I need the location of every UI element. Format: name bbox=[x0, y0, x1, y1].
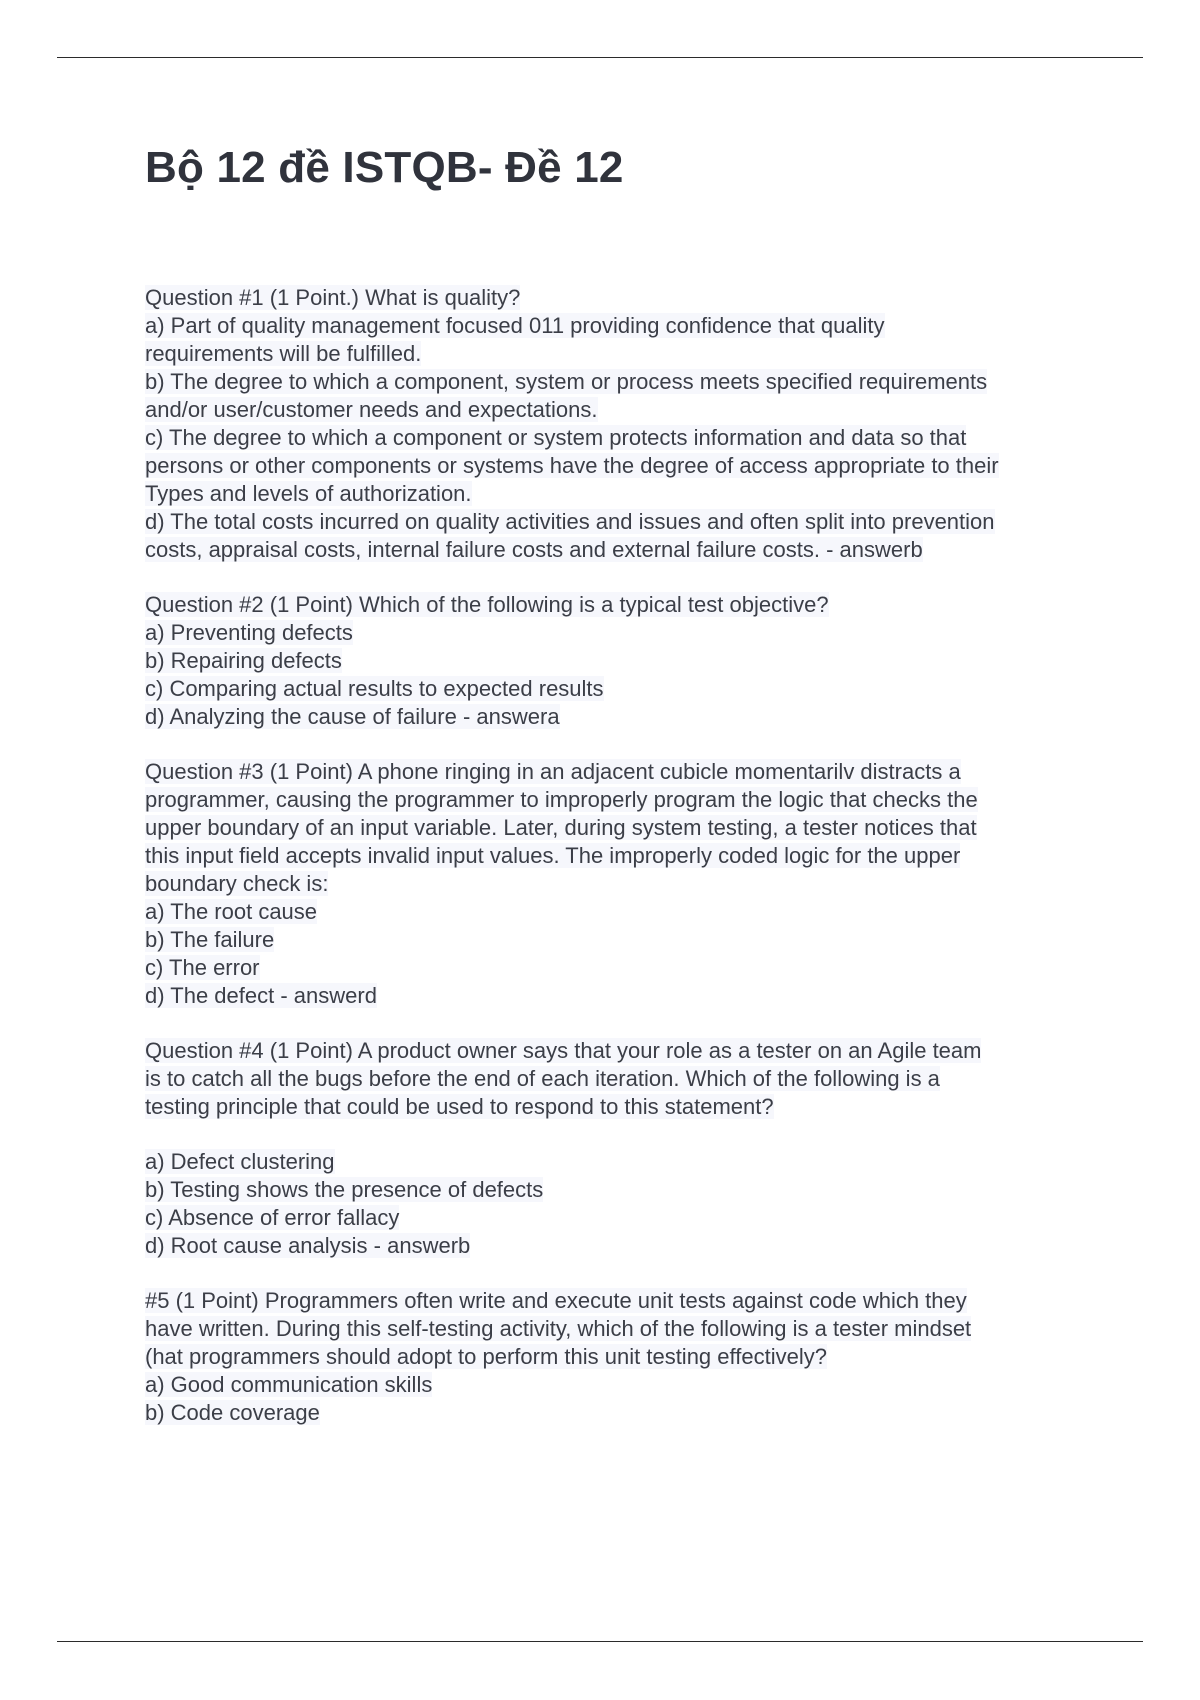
question-2 bbox=[145, 591, 1095, 731]
question-3 bbox=[145, 758, 1095, 1010]
question-5-stem: #5 (1 Point) Programmers often write and execute unit tests against code which they bbox=[145, 1288, 967, 1313]
question-1-option-a-cont: requirements will be fulfilled. bbox=[145, 341, 422, 366]
question-2-option-a: a) Preventing defects bbox=[145, 620, 353, 645]
question-2-option-b: b) Repairing defects bbox=[145, 648, 342, 673]
question-3-option-c: c) The error bbox=[145, 955, 260, 980]
spacer bbox=[145, 1121, 1095, 1148]
question-4-option-a: a) Defect clustering bbox=[145, 1149, 335, 1174]
question-1-option-b-cont: and/or user/customer needs and expectations. bbox=[145, 397, 598, 422]
question-3-stem-cont: programmer, causing the programmer to improperly program the logic that checks the bbox=[145, 787, 978, 812]
question-3-stem: Question #3 (1 Point) A phone ringing in an adjacent cubicle momentarilv distracts a bbox=[145, 759, 961, 784]
question-3-stem-cont-2: upper boundary of an input variable. Later, during system testing, a tester notices that bbox=[145, 815, 977, 840]
question-4 bbox=[145, 1037, 1095, 1121]
document-body bbox=[145, 284, 1095, 1427]
document-title: Bộ 12 đề ISTQB- Đề 12 bbox=[145, 143, 624, 192]
spacer bbox=[145, 1010, 1095, 1037]
question-5-stem-cont: have written. During this self-testing activity, which of the following is a tester mindset bbox=[145, 1316, 972, 1341]
question-3-option-d-answer: d) The defect - answerd bbox=[145, 983, 377, 1008]
question-4-option-d-answer: d) Root cause analysis - answerb bbox=[145, 1233, 471, 1258]
question-5 bbox=[145, 1287, 1095, 1427]
question-4-option-c: c) Absence of error fallacy bbox=[145, 1205, 400, 1230]
bottom-rule bbox=[57, 1641, 1143, 1642]
question-5-stem-cont-2: (hat programmers should adopt to perform this unit testing effectively? bbox=[145, 1344, 827, 1369]
question-2-option-d-answer: d) Analyzing the cause of failure - answera bbox=[145, 704, 560, 729]
spacer bbox=[145, 1260, 1095, 1287]
question-4-stem-cont: is to catch all the bugs before the end of each iteration. Which of the following is a bbox=[145, 1066, 940, 1091]
question-1 bbox=[145, 284, 1095, 564]
question-1-option-b: b) The degree to which a component, system or process meets specified requirements bbox=[145, 369, 988, 394]
question-3-stem-cont-4: boundary check is: bbox=[145, 871, 329, 896]
question-5-option-b: b) Code coverage bbox=[145, 1400, 320, 1425]
question-2-stem: Question #2 (1 Point) Which of the following is a typical test objective? bbox=[145, 592, 829, 617]
question-4-option-b: b) Testing shows the presence of defects bbox=[145, 1177, 544, 1202]
question-1-stem: Question #1 (1 Point.) What is quality? bbox=[145, 285, 521, 310]
question-4-options bbox=[145, 1148, 1095, 1260]
question-1-option-c-cont-2: Types and levels of authorization. bbox=[145, 481, 472, 506]
question-4-stem-cont-2: testing principle that could be used to respond to this statement? bbox=[145, 1094, 774, 1119]
question-1-option-d: d) The total costs incurred on quality activities and issues and often split into prevention bbox=[145, 509, 995, 534]
spacer bbox=[145, 731, 1095, 758]
question-1-option-d-answer: costs, appraisal costs, internal failure costs and external failure costs. - answerb bbox=[145, 537, 923, 562]
spacer bbox=[145, 564, 1095, 591]
question-3-option-a: a) The root cause bbox=[145, 899, 318, 924]
question-3-stem-cont-3: this input field accepts invalid input values. The improperly coded logic for the upper bbox=[145, 843, 961, 868]
question-2-option-c: c) Comparing actual results to expected results bbox=[145, 676, 604, 701]
top-rule bbox=[57, 57, 1143, 58]
question-3-option-b: b) The failure bbox=[145, 927, 275, 952]
question-1-option-c-cont: persons or other components or systems have the degree of access appropriate to their bbox=[145, 453, 999, 478]
question-1-option-c: c) The degree to which a component or system protects information and data so that bbox=[145, 425, 967, 450]
question-4-stem: Question #4 (1 Point) A product owner says that your role as a tester on an Agile team bbox=[145, 1038, 982, 1063]
question-5-option-a: a) Good communication skills bbox=[145, 1372, 433, 1397]
question-1-option-a: a) Part of quality management focused 011 providing confidence that quality bbox=[145, 313, 885, 338]
